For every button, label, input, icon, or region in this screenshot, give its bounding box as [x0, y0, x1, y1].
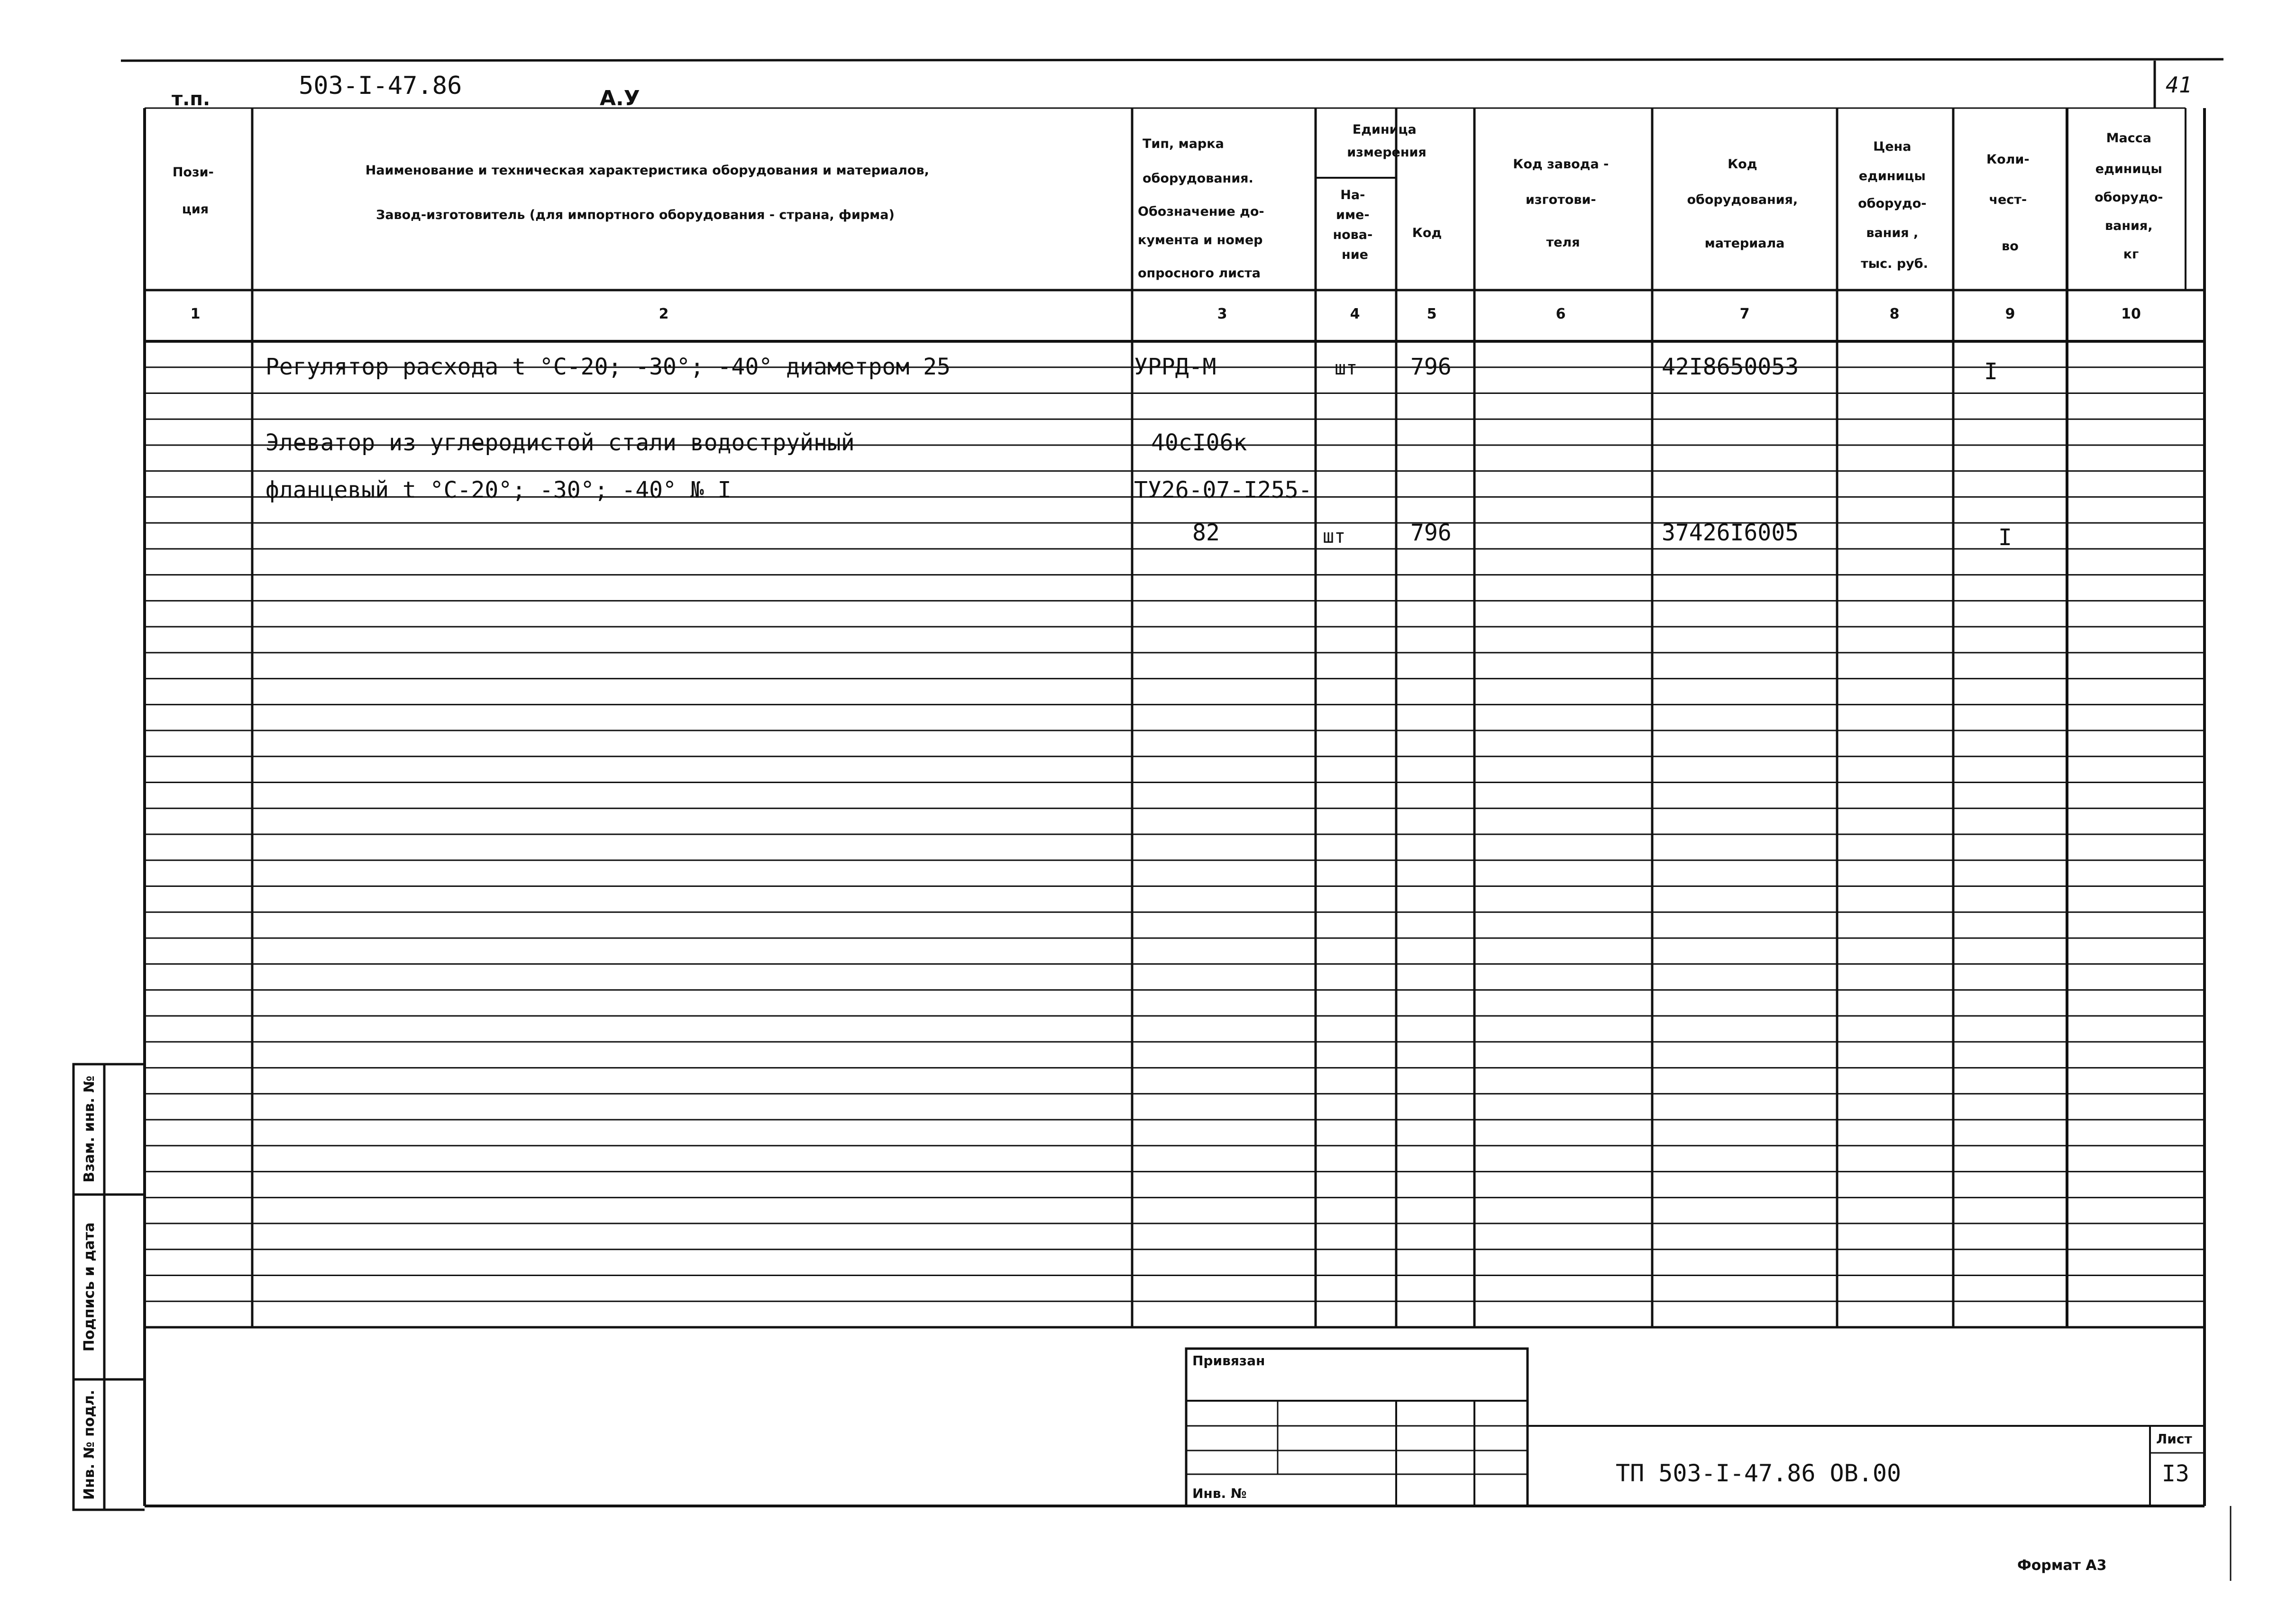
table-header: [173, 122, 2168, 281]
table-row: [265, 429, 1247, 456]
column-number: 5: [1427, 306, 1437, 322]
sheet-number: I3: [2162, 1460, 2189, 1487]
cell-quantity: I: [1984, 358, 1998, 385]
side-stamp-signature-date: Подпись и дата: [81, 1222, 98, 1352]
side-stamp-replacement-inv: Взам. инв. №: [81, 1076, 98, 1183]
format-label: Формат А3: [2017, 1557, 2107, 1574]
header-position: Пози- ция: [172, 165, 214, 217]
page-number-box: [2155, 61, 2192, 108]
column-number: 1: [190, 306, 201, 322]
cell-quantity: I: [1998, 524, 2012, 551]
header-price: Цена единицы оборудо- вания , тыс. руб.: [1858, 139, 1928, 271]
header-unit-name: На- име- нова- ние: [1333, 188, 1373, 262]
column-number: 9: [2005, 306, 2015, 322]
cell-type: 82: [1192, 520, 1220, 546]
table-row: [265, 477, 1312, 503]
sheet-label: Лист: [2156, 1431, 2192, 1447]
cell-type: УРРД-М: [1134, 354, 1217, 380]
header-unit-code: Код: [1412, 226, 1442, 240]
side-stamp: [73, 1064, 145, 1510]
header-maker-code: Код завода - изготови- теля: [1513, 157, 1609, 250]
cell-name: Элеватор из углеродистой стали водоструйный: [265, 429, 855, 456]
privyazan-block: [1186, 1349, 1528, 1506]
cell-unit-code: 796: [1410, 520, 1452, 546]
cell-name: фланцевый t °C-20°; -30°; -40° № I: [265, 477, 732, 503]
cell-equipment-code: 37426I6005: [1662, 520, 1799, 546]
cell-type: ТУ26-07-I255-: [1134, 477, 1312, 503]
header-equipment-code: Код оборудования, материала: [1687, 157, 1798, 251]
header-quantity: Коли- чест- во: [1986, 152, 2030, 254]
cell-unit: шт: [1323, 526, 1346, 547]
title-block: [1528, 1426, 2205, 1506]
side-stamp-inv-original: Инв. № подл.: [81, 1389, 98, 1500]
header-unit-group: Единица измерения: [1347, 122, 1427, 160]
inventory-number-label: Инв. №: [1192, 1486, 1247, 1501]
column-number: 8: [1889, 306, 1900, 322]
column-number: 3: [1217, 306, 1227, 322]
table-body: [265, 354, 2012, 551]
cell-equipment-code: 42I8650053: [1662, 354, 1799, 380]
header-name: Наименование и техническая характеристика оборудования и материалов, Завод-изготовитель (для импортного оборудования - страна, фирма): [365, 163, 929, 222]
album-code: А.У: [600, 86, 640, 110]
cell-unit-code: 796: [1410, 354, 1452, 380]
column-number: 4: [1350, 306, 1360, 322]
cell-name: Регулятор расхода t °C-20; -30°; -40° диаметром 25: [265, 354, 951, 380]
doc-prefix: т.п.: [172, 88, 210, 110]
column-number: 7: [1739, 306, 1750, 322]
column-numbers-row: [191, 306, 2141, 322]
privyazan-label: Привязан: [1192, 1353, 1265, 1369]
cell-type: 40сI06к: [1151, 429, 1247, 456]
header-type: Тип, марка оборудования. Обозначение до- кумента и номер опросного листа: [1138, 137, 1264, 281]
column-number: 6: [1555, 306, 1566, 322]
column-number: 10: [2121, 306, 2141, 322]
cell-unit: шт: [1335, 357, 1358, 379]
column-number: 2: [659, 306, 669, 322]
document-code: ТП 503-I-47.86 ОВ.00: [1616, 1460, 1902, 1487]
header-mass: Масса единицы оборудо- вания, кг: [2095, 131, 2163, 262]
doc-number: 503-I-47.86: [299, 72, 462, 100]
page-number-handwritten: 41: [2166, 72, 2192, 98]
